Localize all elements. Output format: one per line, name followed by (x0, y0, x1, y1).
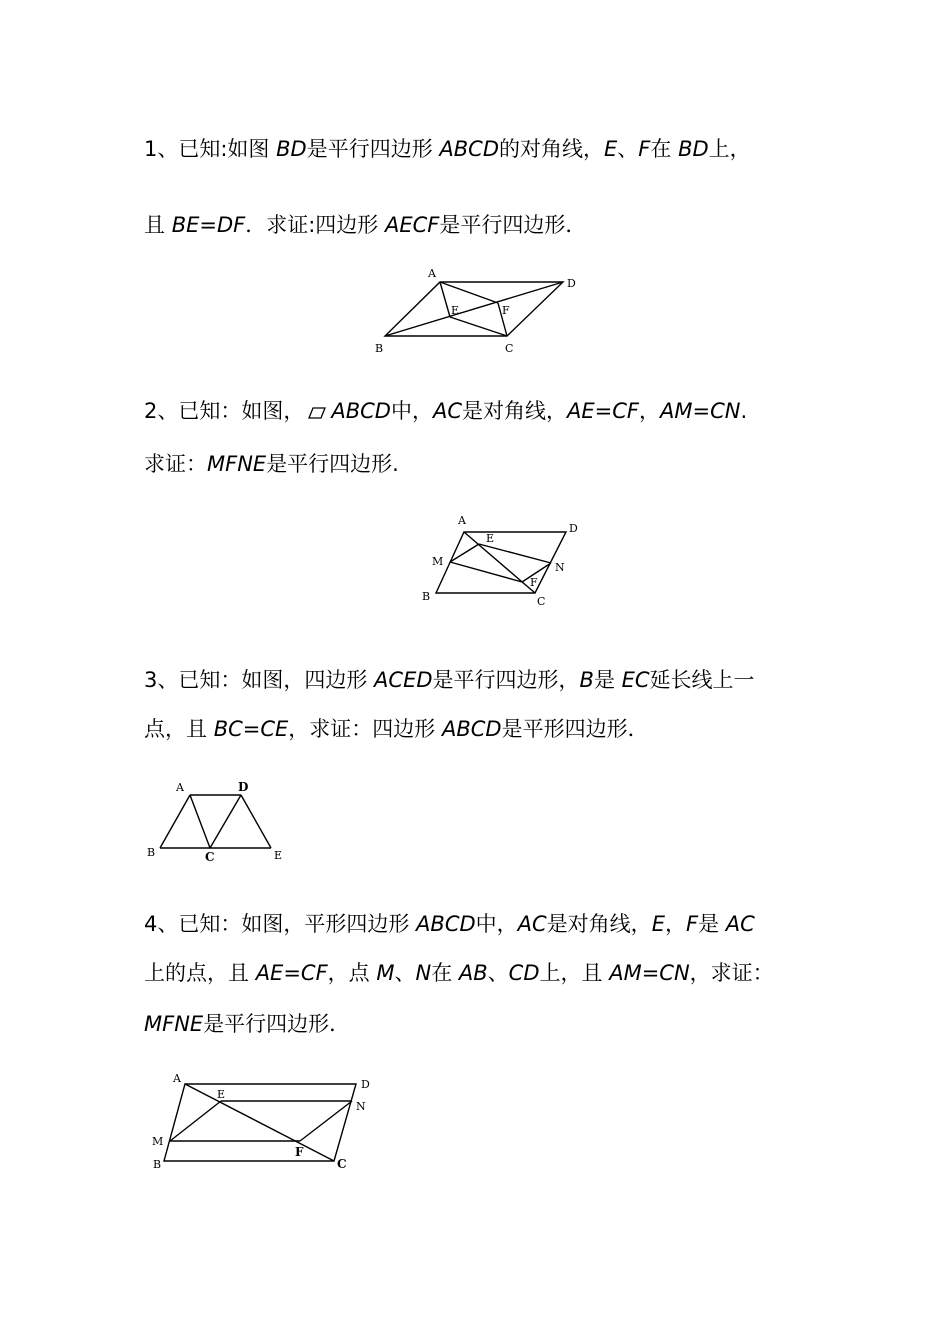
text-run: 是对角线， (546, 912, 652, 936)
fig1-label-d: D (567, 277, 576, 290)
math-term: BC=CE (213, 717, 289, 741)
text-run: 4、已知：如图，平形四边形 (144, 912, 417, 936)
text-run: 是 (593, 668, 622, 692)
math-term: AM=CN (609, 961, 690, 985)
text-run: 2、已知：如图， (144, 399, 305, 423)
math-term: CD (508, 961, 540, 985)
math-term: B (579, 668, 594, 692)
text-run: 、 (617, 137, 639, 161)
fig4-label-c: C (337, 1157, 347, 1171)
fig4-label-b: B (153, 1158, 162, 1171)
text-run: 3、已知：如图，四边形 (144, 668, 375, 692)
problem-2-line-1 (144, 396, 747, 426)
text-run: 在 (431, 961, 459, 985)
text-run: ，求证：四边形 (288, 717, 442, 741)
text-run: 是平行四边形 (306, 137, 440, 161)
fig2-label-b: B (422, 590, 431, 603)
text-run: ， (664, 912, 686, 936)
text-run: 的对角线， (499, 137, 604, 161)
text-run: 在 (650, 137, 679, 161)
text-run: ，点 (327, 961, 377, 985)
math-term: BD (276, 137, 307, 161)
fig2-label-a: A (458, 514, 466, 527)
fig4-label-n: N (356, 1100, 366, 1113)
math-term: MFNE (207, 452, 267, 476)
fig2-label-e: E (486, 532, 495, 545)
figure-2-parallelogram (418, 512, 586, 610)
fig2-label-n: N (555, 561, 565, 574)
math-term: AE=CF (255, 961, 328, 985)
math-term: AECF (384, 213, 440, 237)
text-run: 是平行四边形． (439, 213, 587, 237)
text-run: 点，且 (144, 717, 214, 741)
text-run: 、 (394, 961, 416, 985)
fig2-diagonal-ac (464, 532, 535, 593)
math-term: AC (432, 399, 463, 423)
figure-4-parallelogram (148, 1068, 383, 1174)
math-term: E (604, 137, 618, 161)
problem-3-line-1 (144, 665, 755, 695)
fig4-label-e: E (217, 1088, 226, 1101)
fig2-label-d: D (569, 522, 578, 535)
math-term: ABCD (439, 137, 499, 161)
figure-3-trapezoid (142, 776, 290, 866)
text-run: 是平形四边形． (501, 717, 649, 741)
text-run: 求证： (144, 452, 207, 476)
math-term: AC (725, 912, 755, 936)
fig3-label-c: C (205, 850, 215, 864)
fig2-label-m: M (432, 555, 444, 568)
math-term: ABCD (441, 717, 502, 741)
text-run: 上的点，且 (144, 961, 256, 985)
math-term: ACED (374, 668, 433, 692)
text-run: . (740, 399, 748, 423)
text-run: ．求证:四边形 (245, 213, 385, 237)
text-run: 是对角线， (462, 399, 568, 423)
text-run: 且 (144, 213, 172, 237)
fig3-label-e: E (274, 849, 283, 862)
text-run: 上，且 (539, 961, 610, 985)
text-run: 是平行四边形， (432, 668, 580, 692)
fig3-segment-ab (160, 795, 190, 848)
fig3-label-d: D (238, 780, 249, 794)
fig1-label-b: B (375, 342, 384, 355)
math-term: M (376, 961, 395, 985)
fig1-label-c: C (505, 342, 514, 355)
text-run: 、 (487, 961, 509, 985)
fig4-label-m: M (152, 1135, 164, 1148)
fig4-label-a: A (173, 1072, 181, 1085)
fig2-label-c: C (537, 595, 546, 608)
text-run: 延长线上一 (649, 668, 755, 692)
fig1-label-a: A (428, 267, 436, 280)
fig1-segment-ae (440, 282, 450, 317)
fig3-label-a: A (176, 781, 184, 794)
figure-1-parallelogram (370, 266, 585, 358)
fig4-diagonal-ac (185, 1084, 334, 1161)
fig4-segment-nf (300, 1101, 352, 1141)
math-term: AC (517, 912, 547, 936)
text-run: 中， (475, 912, 518, 936)
fig2-label-f: F (530, 576, 538, 589)
math-term: AE=CF (567, 399, 639, 423)
text-run: 上， (708, 137, 751, 161)
problem-4-line-1 (144, 909, 755, 939)
fig3-segment-dc (210, 795, 241, 848)
math-term: AM=CN (660, 399, 741, 423)
fig4-segment-me (170, 1101, 221, 1141)
fig3-label-b: B (147, 846, 156, 859)
math-term: AB (458, 961, 488, 985)
text-run: 1、已知:如图 (144, 137, 277, 161)
text-run: 是平行四边形. (266, 452, 399, 476)
fig4-label-d: D (361, 1078, 370, 1091)
problem-3-line-2 (144, 714, 649, 744)
parallelogram-symbol-icon (308, 407, 326, 419)
math-term: ABCD (331, 399, 391, 423)
math-term: EC (621, 668, 650, 692)
text-run: ，求证： (689, 961, 774, 985)
math-term: F (685, 912, 699, 936)
fig1-segment-ec (450, 317, 507, 336)
fig3-segment-de (241, 795, 271, 848)
fig1-label-f: F (502, 304, 510, 317)
math-term: MFNE (144, 1012, 204, 1036)
fig4-label-f: F (295, 1145, 304, 1159)
text-run: 中， (390, 399, 433, 423)
text-run: ， (639, 399, 660, 423)
fig3-segment-ac (190, 795, 210, 848)
math-term: E (651, 912, 665, 936)
problem-1-line-2 (144, 210, 586, 240)
text-run: 是 (698, 912, 726, 936)
math-term: BE=DF (171, 213, 246, 237)
fig1-label-e: E (451, 304, 460, 317)
math-term: F (638, 137, 651, 161)
math-term: BD (678, 137, 709, 161)
problem-1-line-1 (144, 134, 751, 164)
math-term: ABCD (416, 912, 476, 936)
math-term: N (415, 961, 432, 985)
problem-4-line-3 (144, 1009, 350, 1039)
problem-2-line-2 (144, 449, 399, 479)
fig1-segment-af (440, 282, 498, 303)
text-run: 是平行四边形． (203, 1012, 351, 1036)
problem-4-line-2 (144, 958, 774, 988)
